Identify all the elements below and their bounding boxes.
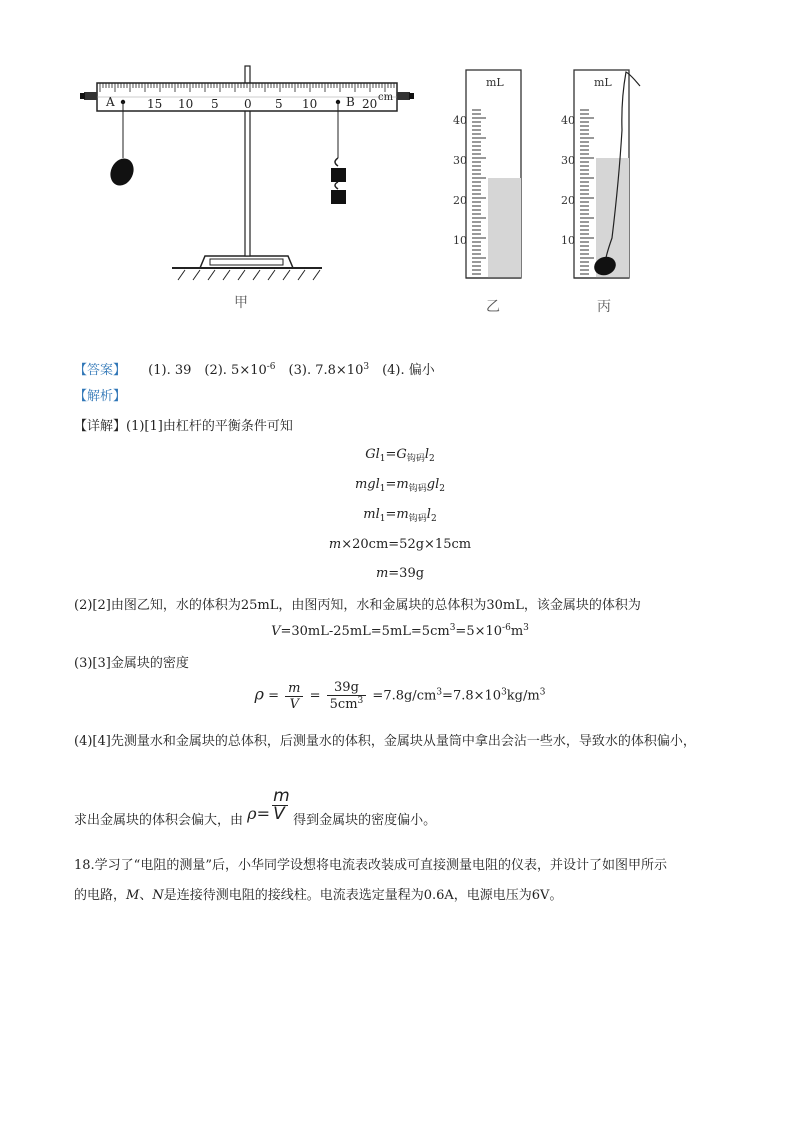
lever-point-a: A	[106, 95, 115, 109]
answer-line	[74, 357, 435, 381]
part4-text: (4)[4]先测量水和金属块的总体积，后测量水的体积，金属块从量筒中拿出会沾一些水，导致水的体积偏小，	[74, 734, 696, 749]
lever-label-15: 15	[147, 97, 163, 111]
label-bing: 丙	[597, 299, 611, 315]
cyl-bing-tick-10: 10	[561, 234, 575, 247]
cyl-yi-tick-40: 40	[453, 114, 467, 127]
cyl-yi-tick-30: 30	[453, 154, 467, 167]
lever-label-5l: 5	[211, 97, 219, 111]
answer-text2: (3). 7.8×10	[275, 363, 364, 378]
lever-label-20: 20	[362, 97, 378, 111]
cylinder-bing	[561, 70, 640, 278]
lever-point-b: B	[346, 95, 355, 109]
lever-label-10l: 10	[178, 97, 194, 111]
lever-label-0: 0	[244, 97, 252, 111]
cylinder-yi	[453, 70, 521, 278]
equation-3: $ml_1=m_{钩码}l_2$	[363, 507, 437, 524]
detail-line	[74, 417, 293, 437]
hook-weight-top	[331, 168, 346, 182]
answer-exp2: 3	[363, 362, 370, 372]
equation-4: m×20cm=52g×15cm	[328, 537, 472, 552]
equation-2: $mgl_1=m_{钩码}gl_2$	[354, 477, 445, 494]
metal-block	[106, 155, 138, 190]
cyl-yi-unit: mL	[486, 76, 504, 89]
lever-unit: cm	[378, 92, 394, 103]
question-18-line1: 18.学习了“电阻的测量”后，小华同学设想将电流表改装成可直接测量电阻的仪表，并设计了如图甲所示	[74, 858, 667, 873]
lever-label-10r: 10	[302, 97, 318, 111]
cyl-bing-tick-40: 40	[561, 114, 575, 127]
density-equation: ρ = $\frac{m}{V}$ = $\frac{39g}{5cm^3}$ $=7.8g/cm^3=7.8\times 10^3kg/m^3$	[254, 680, 546, 712]
label-yi: 乙	[486, 299, 500, 315]
equation-5: m=39g	[375, 566, 425, 581]
cyl-bing-unit: mL	[594, 76, 612, 89]
cyl-yi-tick-20: 20	[453, 194, 467, 207]
lever-apparatus	[80, 66, 414, 280]
question-18-line2: 的电路，M、N是连接待测电阻的接线柱。电流表选定量程为0.6A，电源电压为6V。	[74, 888, 563, 903]
answer-text: (1). 39 (2). 5×10	[148, 363, 267, 378]
answer-exp1: -6	[266, 362, 276, 372]
lever-label-5r: 5	[275, 97, 283, 111]
detail-text: (1)[1]由杠杆的平衡条件可知	[126, 419, 293, 434]
answer-text3: (4). 偏小	[369, 363, 435, 378]
part3-text: (3)[3]金属块的密度	[74, 656, 189, 671]
cyl-bing-tick-30: 30	[561, 154, 575, 167]
part4-text2: 求出金属块的体积会偏大，由 ρ= m V 得到金属块的密度偏小。	[74, 786, 437, 828]
cyl-yi-tick-10: 10	[453, 234, 467, 247]
hook-weight-bottom	[331, 190, 346, 204]
equation-1: $Gl_1=G_{钩码}l_2$	[365, 447, 435, 464]
label-jia: 甲	[234, 295, 248, 311]
answer-tag: 【答案】	[74, 363, 127, 378]
analysis-tag: 【解析】	[74, 389, 127, 404]
cyl-bing-tick-20: 20	[561, 194, 575, 207]
experiment-figure	[0, 0, 800, 330]
detail-tag: 【详解】	[74, 419, 127, 434]
part2-text: (2)[2]由图乙知，水的体积为25mL，由图丙知，水和金属块的总体积为30mL，该金属块的体积为	[74, 598, 641, 613]
part2-equation: $V=30mL-25mL=5mL=5cm^3=5\times 10^{-6}m^3$	[271, 623, 529, 639]
